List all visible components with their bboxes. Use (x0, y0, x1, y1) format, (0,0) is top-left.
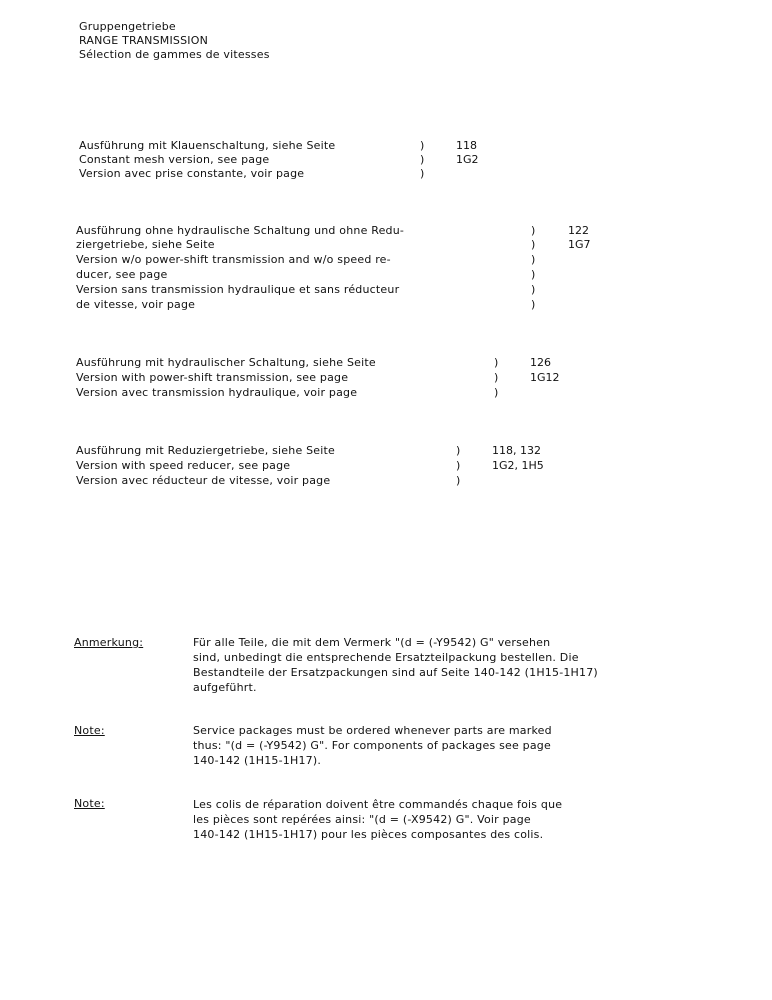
group-line: Version w/o power-shift transmission and w/o speed re- (76, 253, 391, 266)
bracket: ) (531, 224, 536, 237)
group-line: Ausführung mit hydraulischer Schaltung, siehe Seite (76, 356, 376, 369)
group-line: Ausführung mit Reduziergetriebe, siehe Seite (76, 444, 335, 457)
header-line-1: Gruppengetriebe (79, 20, 176, 33)
bracket: ) (456, 474, 461, 487)
bracket: ) (531, 283, 536, 296)
page-ref: 118 (456, 139, 477, 152)
group-line: ducer, see page (76, 268, 168, 281)
group-line: de vitesse, voir page (76, 298, 196, 311)
bracket: ) (456, 459, 461, 472)
group-line: Version avec prise constante, voir page (79, 167, 305, 180)
note-line: Service packages must be ordered whenever parts are marked (193, 724, 552, 737)
group-line: Version with speed reducer, see page (76, 459, 291, 472)
page-ref: 122 (568, 224, 589, 237)
header-line-3: Sélection de gammes de vitesses (79, 48, 270, 61)
group-line: Version avec réducteur de vitesse, voir page (76, 474, 331, 487)
note-line: Bestandteile der Ersatzpackungen sind auf Seite 140-142 (1H15-1H17) (193, 666, 598, 679)
note-line: aufgeführt. (193, 681, 257, 694)
note-line: sind, unbedingt die entsprechende Ersatzteilpackung bestellen. Die (193, 651, 579, 664)
note-label: Note: (74, 797, 105, 810)
page-ref: 1G2, 1H5 (492, 459, 544, 472)
note-line: thus: "(d = (-Y9542) G". For components of packages see page (193, 739, 551, 752)
bracket: ) (531, 298, 536, 311)
group-line: Version with power-shift transmission, see page (76, 371, 349, 384)
group-line: Constant mesh version, see page (79, 153, 270, 166)
note-line: 140-142 (1H15-1H17). (193, 754, 322, 767)
bracket: ) (420, 153, 425, 166)
bracket: ) (420, 139, 425, 152)
note-label: Note: (74, 724, 105, 737)
bracket: ) (531, 238, 536, 251)
bracket: ) (531, 268, 536, 281)
header-line-2: RANGE TRANSMISSION (79, 34, 209, 47)
note-label: Anmerkung: (74, 636, 144, 649)
bracket: ) (456, 444, 461, 457)
group-line: Ausführung mit Klauenschaltung, siehe Seite (79, 139, 336, 152)
page-ref: 1G12 (530, 371, 560, 384)
note-line: Für alle Teile, die mit dem Vermerk "(d = (-Y9542) G" versehen (193, 636, 551, 649)
group-line: Ausführung ohne hydraulische Schaltung und ohne Redu- (76, 224, 405, 237)
bracket: ) (494, 386, 499, 399)
bracket: ) (531, 253, 536, 266)
note-line: Les colis de réparation doivent être commandés chaque fois que (193, 798, 563, 811)
group-line: Version avec transmission hydraulique, voir page (76, 386, 358, 399)
bracket: ) (420, 167, 425, 180)
page-ref: 1G7 (568, 238, 591, 251)
note-line: les pièces sont repérées ainsi: "(d = (-X9542) G". Voir page (193, 813, 531, 826)
note-line: 140-142 (1H15-1H17) pour les pièces composantes des colis. (193, 828, 544, 841)
page-ref: 126 (530, 356, 551, 369)
page-ref: 118, 132 (492, 444, 541, 457)
bracket: ) (494, 371, 499, 384)
page-ref: 1G2 (456, 153, 479, 166)
bracket: ) (494, 356, 499, 369)
group-line: Version sans transmission hydraulique et sans réducteur (76, 283, 400, 296)
group-line: ziergetriebe, siehe Seite (76, 238, 215, 251)
